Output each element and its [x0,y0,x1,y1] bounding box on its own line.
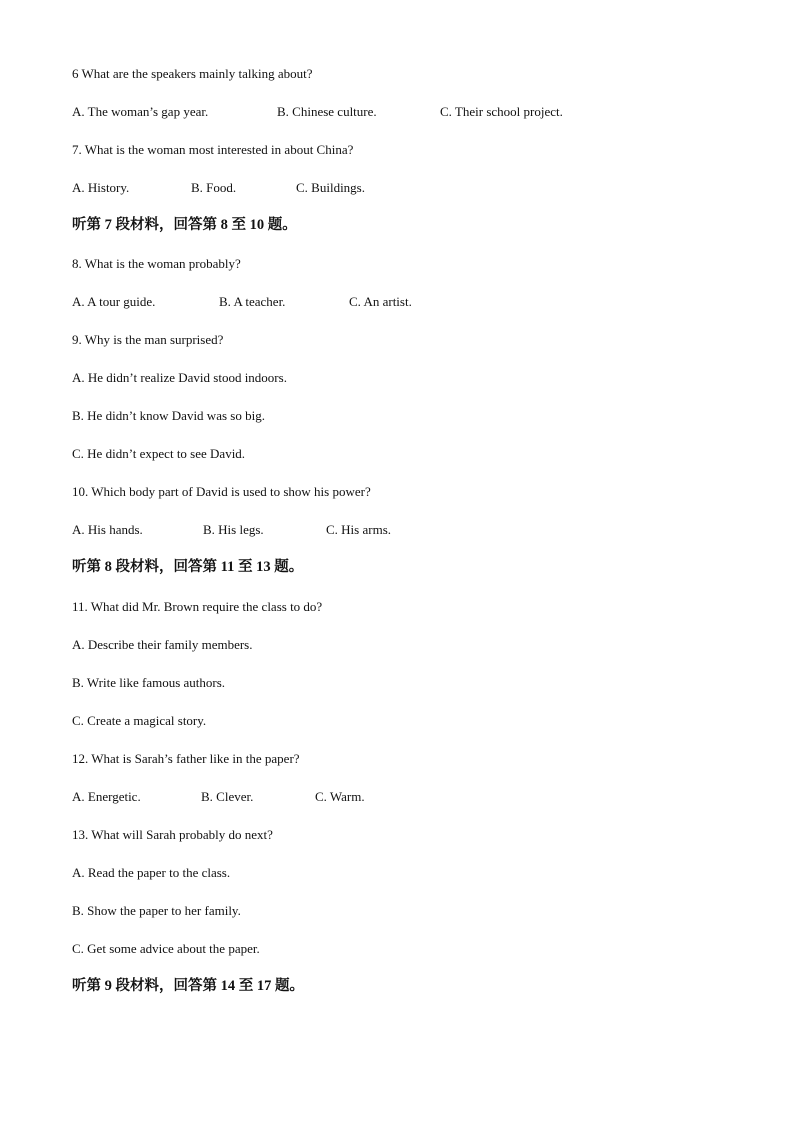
option-b: B. A teacher. [219,294,286,309]
question-10: 10. Which body part of David is used to show his power? [72,484,371,499]
option-a: A. The woman’s gap year. [72,104,209,119]
question-11-option-a: A. Describe their family members. [72,637,253,652]
question-8: 8. What is the woman probably? [72,256,241,271]
option-a: A. His hands. [72,522,143,537]
section-8-heading: 听第 8 段材料，回答第 11 至 13 题。 [72,559,304,575]
question-13-option-b: B. Show the paper to her family. [72,903,241,918]
question-11-option-c: C. Create a magical story. [72,713,207,728]
section-9-heading: 听第 9 段材料，回答第 14 至 17 题。 [72,978,304,994]
option-c: C. Their school project. [440,104,563,119]
option-c: C. Buildings. [296,180,365,195]
question-13-option-c: C. Get some advice about the paper. [72,941,260,956]
option-b: B. Chinese culture. [277,104,377,119]
question-9: 9. Why is the man surprised? [72,332,224,347]
option-a: A. Energetic. [72,789,141,804]
question-9-option-c: C. He didn’t expect to see David. [72,446,246,461]
section-7-heading: 听第 7 段材料，回答第 8 至 10 题。 [72,217,297,233]
question-11-option-b: B. Write like famous authors. [72,675,226,690]
question-9-option-b: B. He didn’t know David was so big. [72,408,265,423]
question-13-option-a: A. Read the paper to the class. [72,865,231,880]
question-6: 6 What are the speakers mainly talking about? [72,66,313,81]
option-b: B. His legs. [203,522,264,537]
question-9-option-a: A. He didn’t realize David stood indoors. [72,370,287,385]
question-13: 13. What will Sarah probably do next? [72,827,273,842]
question-12: 12. What is Sarah’s father like in the paper? [72,751,300,766]
option-b: B. Food. [191,180,237,195]
option-a: A. A tour guide. [72,294,156,309]
option-a: A. History. [72,180,130,195]
option-b: B. Clever. [201,789,254,804]
question-11: 11. What did Mr. Brown require the class to do? [72,599,323,614]
question-7: 7. What is the woman most interested in about China? [72,142,354,157]
option-c: C. His arms. [326,522,391,537]
option-c: C. An artist. [349,294,412,309]
option-c: C. Warm. [315,789,365,804]
